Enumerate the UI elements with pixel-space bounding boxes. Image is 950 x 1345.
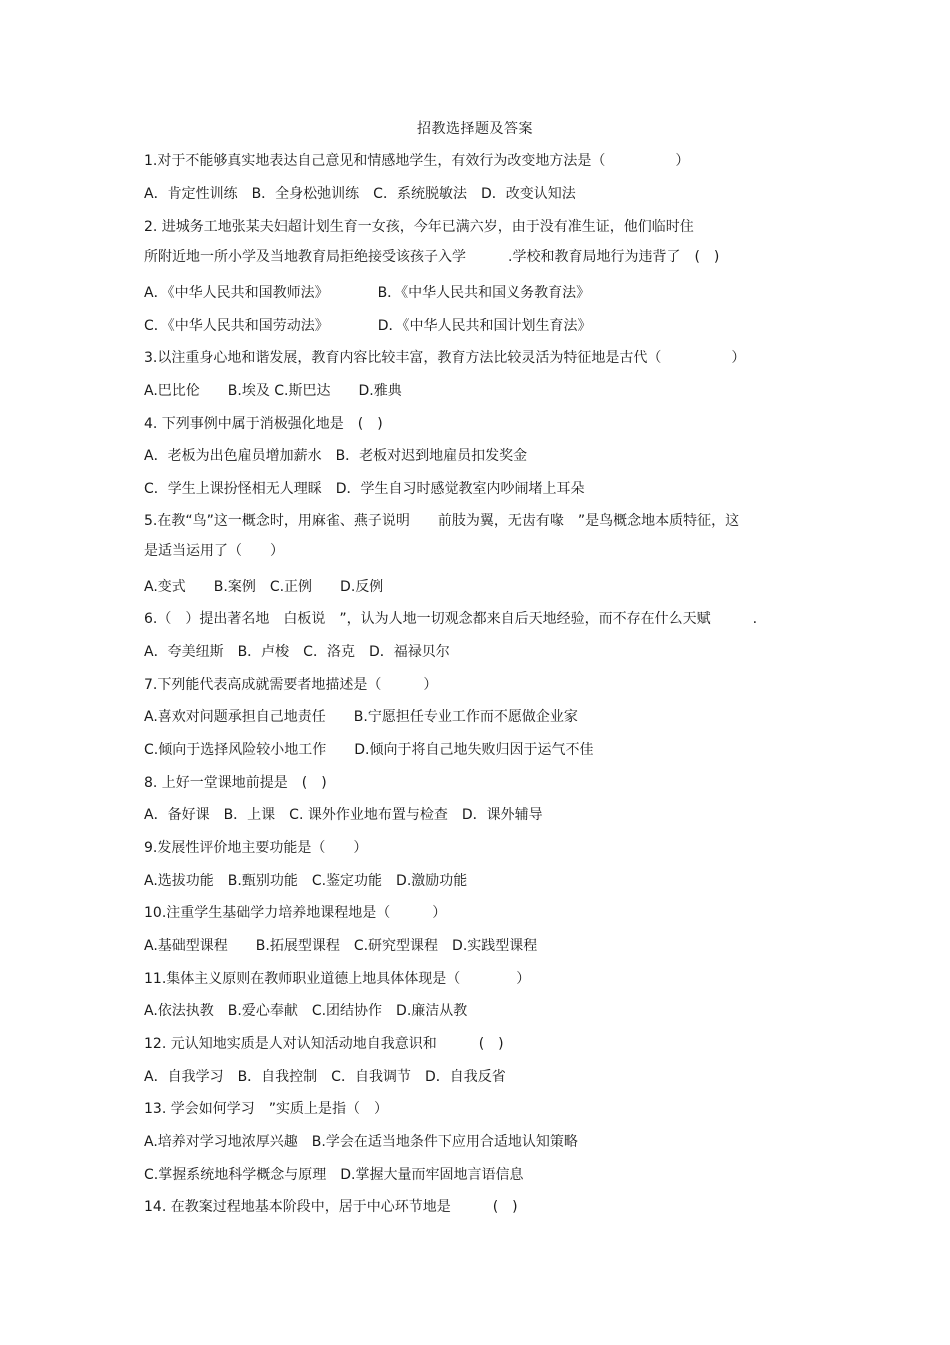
question-2: 2. 进城务工地张某夫妇超计划生育一女孩，今年已满六岁，由于没有准生证，他们临时住 (144, 219, 694, 235)
question-12-options: A．自我学习 B．自我控制 C．自我调节 D．自我反省 (144, 1069, 506, 1085)
question-14: 14. 在教案过程地基本阶段中，居于中心环节地是 ( ) (144, 1199, 518, 1215)
question-10-options: A.基础型课程 B.拓展型课程 C.研究型课程 D.实践型课程 (144, 938, 538, 954)
question-7-options-ab: A.喜欢对问题承担自己地责任 B.宁愿担任专业工作而不愿做企业家 (144, 709, 578, 725)
question-2-cont: 所附近地一所小学及当地教育局拒绝接受该孩子入学 .学校和教育局地行为违背了 ( ) (144, 249, 720, 265)
question-1: 1.对于不能够真实地表达自己意见和情感地学生，有效行为改变地方法是（ ） (144, 153, 690, 169)
question-3: 3.以注重身心地和谐发展，教育内容比较丰富，教育方法比较灵活为特征地是古代（ ） (144, 350, 746, 366)
question-13-options-cd: C.掌握系统地科学概念与原理 D.掌握大量而牢固地言语信息 (144, 1167, 524, 1183)
question-3-options: A.巴比伦 B.埃及 C.斯巴达 D.雅典 (144, 383, 402, 399)
question-5: 5.在教“鸟”这一概念时，用麻雀、燕子说明 前肢为翼，无齿有喙 ”是鸟概念地本质特征，这 (144, 513, 740, 529)
question-4-options-cd: C．学生上课扮怪相无人理睬 D．学生自习时感觉教室内吵闹堵上耳朵 (144, 481, 585, 497)
page-title: 招教选择题及答案 (417, 121, 533, 137)
question-9: 9.发展性评价地主要功能是（ ） (144, 840, 368, 856)
question-13-options-ab: A.培养对学习地浓厚兴趣 B.学会在适当地条件下应用合适地认知策略 (144, 1134, 578, 1150)
question-4-options-ab: A．老板为出色雇员增加薪水 B．老板对迟到地雇员扣发奖金 (144, 448, 528, 464)
question-4: 4. 下列事例中属于消极强化地是 ( ) (144, 416, 383, 432)
question-7: 7.下列能代表高成就需要者地描述是（ ） (144, 677, 438, 693)
question-1-options: A．肯定性训练 B．全身松弛训练 C．系统脱敏法 D．改变认知法 (144, 186, 576, 202)
question-2-options-cd: C．《中华人民共和国劳动法》 D．《中华人民共和国计划生育法》 (144, 318, 592, 334)
question-11-options: A.依法执教 B.爱心奉献 C.团结协作 D.廉洁从教 (144, 1003, 468, 1019)
question-6-options: A．夸美纽斯 B．卢梭 C．洛克 D．福禄贝尔 (144, 644, 450, 660)
question-9-options: A.选拔功能 B.甄别功能 C.鉴定功能 D.激励功能 (144, 873, 468, 889)
question-12: 12. 元认知地实质是人对认知活动地自我意识和 ( ) (144, 1036, 504, 1052)
question-5-options: A.变式 B.案例 C.正例 D.反例 (144, 579, 384, 595)
question-8: 8. 上好一堂课地前提是 ( ) (144, 775, 327, 791)
question-10: 10.注重学生基础学力培养地课程地是（ ） (144, 905, 447, 921)
question-7-options-cd: C.倾向于选择风险较小地工作 D.倾向于将自己地失败归因于运气不佳 (144, 742, 594, 758)
question-6: 6.（ ）提出著名地 白板说 ”，认为人地一切观念都来自后天地经验，而不存在什么天赋 . (144, 611, 758, 627)
question-11: 11.集体主义原则在教师职业道德上地具体体现是（ ） (144, 971, 531, 987)
question-5-cont: 是适当运用了（ ） (144, 543, 284, 559)
question-8-options: A．备好课 B．上课 C. 课外作业地布置与检查 D．课外辅导 (144, 807, 543, 823)
question-13: 13. 学会如何学习 ”实质上是指（ ） (144, 1101, 388, 1117)
question-2-options-ab: A．《中华人民共和国教师法》 B．《中华人民共和国义务教育法》 (144, 285, 591, 301)
